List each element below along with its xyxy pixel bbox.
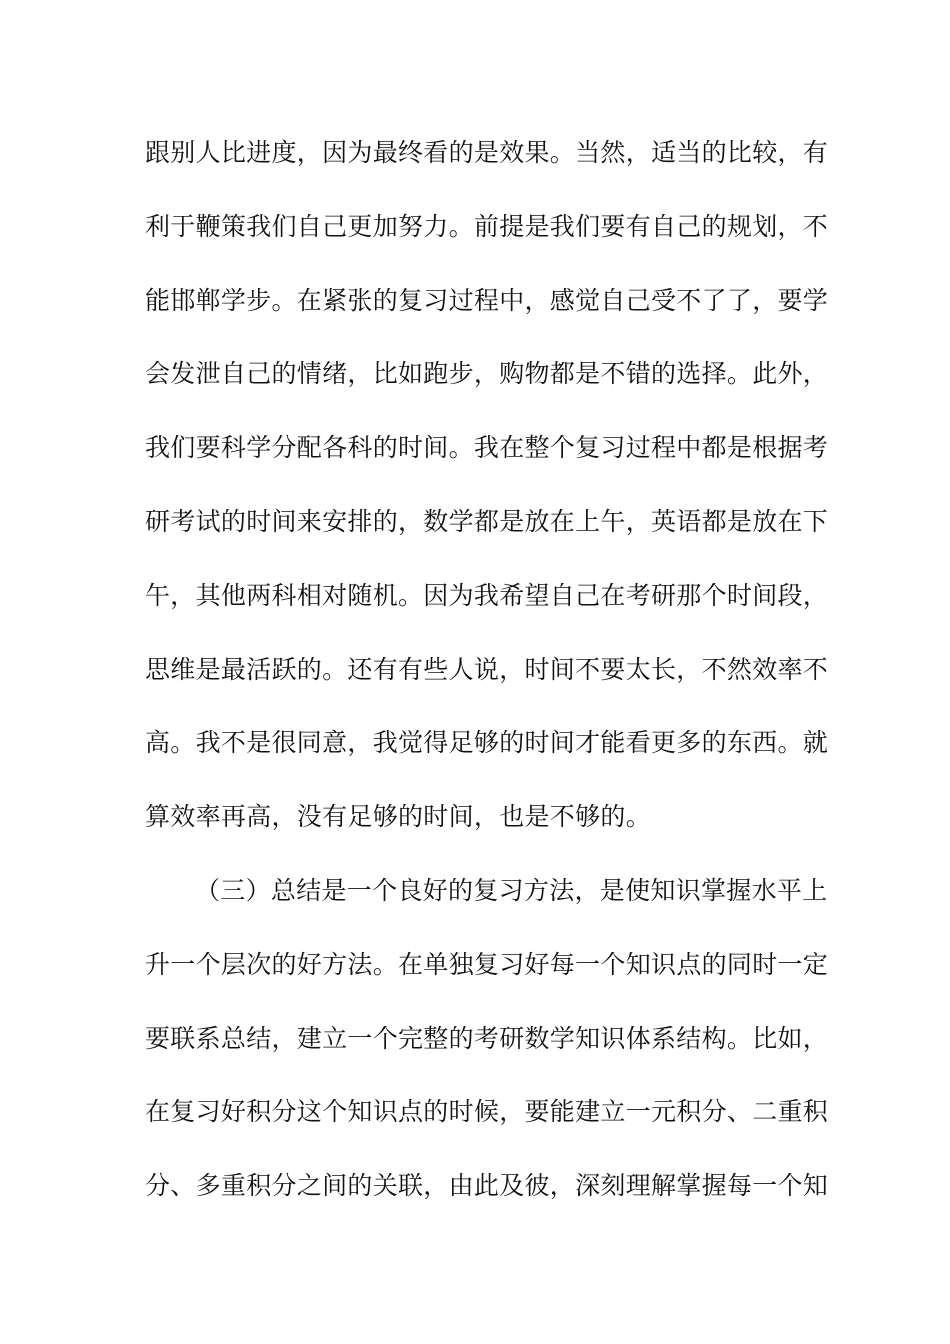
- text-line: 高。我不是很同意，我觉得足够的时间才能看更多的东西。就: [145, 728, 829, 758]
- text-line: 利于鞭策我们自己更加努力。前提是我们要有自己的规划，不: [145, 211, 829, 241]
- text-line: 研考试的时间来安排的，数学都是放在上午，英语都是放在下: [145, 506, 829, 536]
- text-line: 会发泄自己的情绪，比如跑步，购物都是不错的选择。此外，: [145, 359, 829, 389]
- paragraph-1: [145, 131, 829, 869]
- text-line: 能邯郸学步。在紧张的复习过程中，感觉自己受不了了，要学: [145, 285, 829, 315]
- text-line: 在复习好积分这个知识点的时候，要能建立一元积分、二重积: [145, 1097, 829, 1127]
- paragraph-2: [145, 869, 829, 1238]
- text-line: 跟别人比进度，因为最终看的是效果。当然，适当的比较，有: [145, 138, 829, 167]
- document-body: [145, 131, 829, 1238]
- text-line: 升一个层次的好方法。在单独复习好每一个知识点的同时一定: [145, 949, 829, 979]
- text-line: 算效率再高，没有足够的时间，也是不够的。: [145, 802, 652, 832]
- text-line: 我们要科学分配各科的时间。我在整个复习过程中都是根据考: [145, 433, 829, 463]
- text-line: 要联系总结，建立一个完整的考研数学知识体系结构。比如，: [145, 1023, 829, 1053]
- text-line: 午，其他两科相对随机。因为我希望自己在考研那个时间段，: [145, 580, 829, 610]
- text-line-indented: （三）总结是一个良好的复习方法，是使知识掌握水平上: [195, 875, 828, 905]
- text-line: 思维是最活跃的。还有有些人说，时间不要太长，不然效率不: [145, 654, 829, 684]
- text-line: 分、多重积分之间的关联，由此及彼，深刻理解掌握每一个知: [145, 1171, 829, 1201]
